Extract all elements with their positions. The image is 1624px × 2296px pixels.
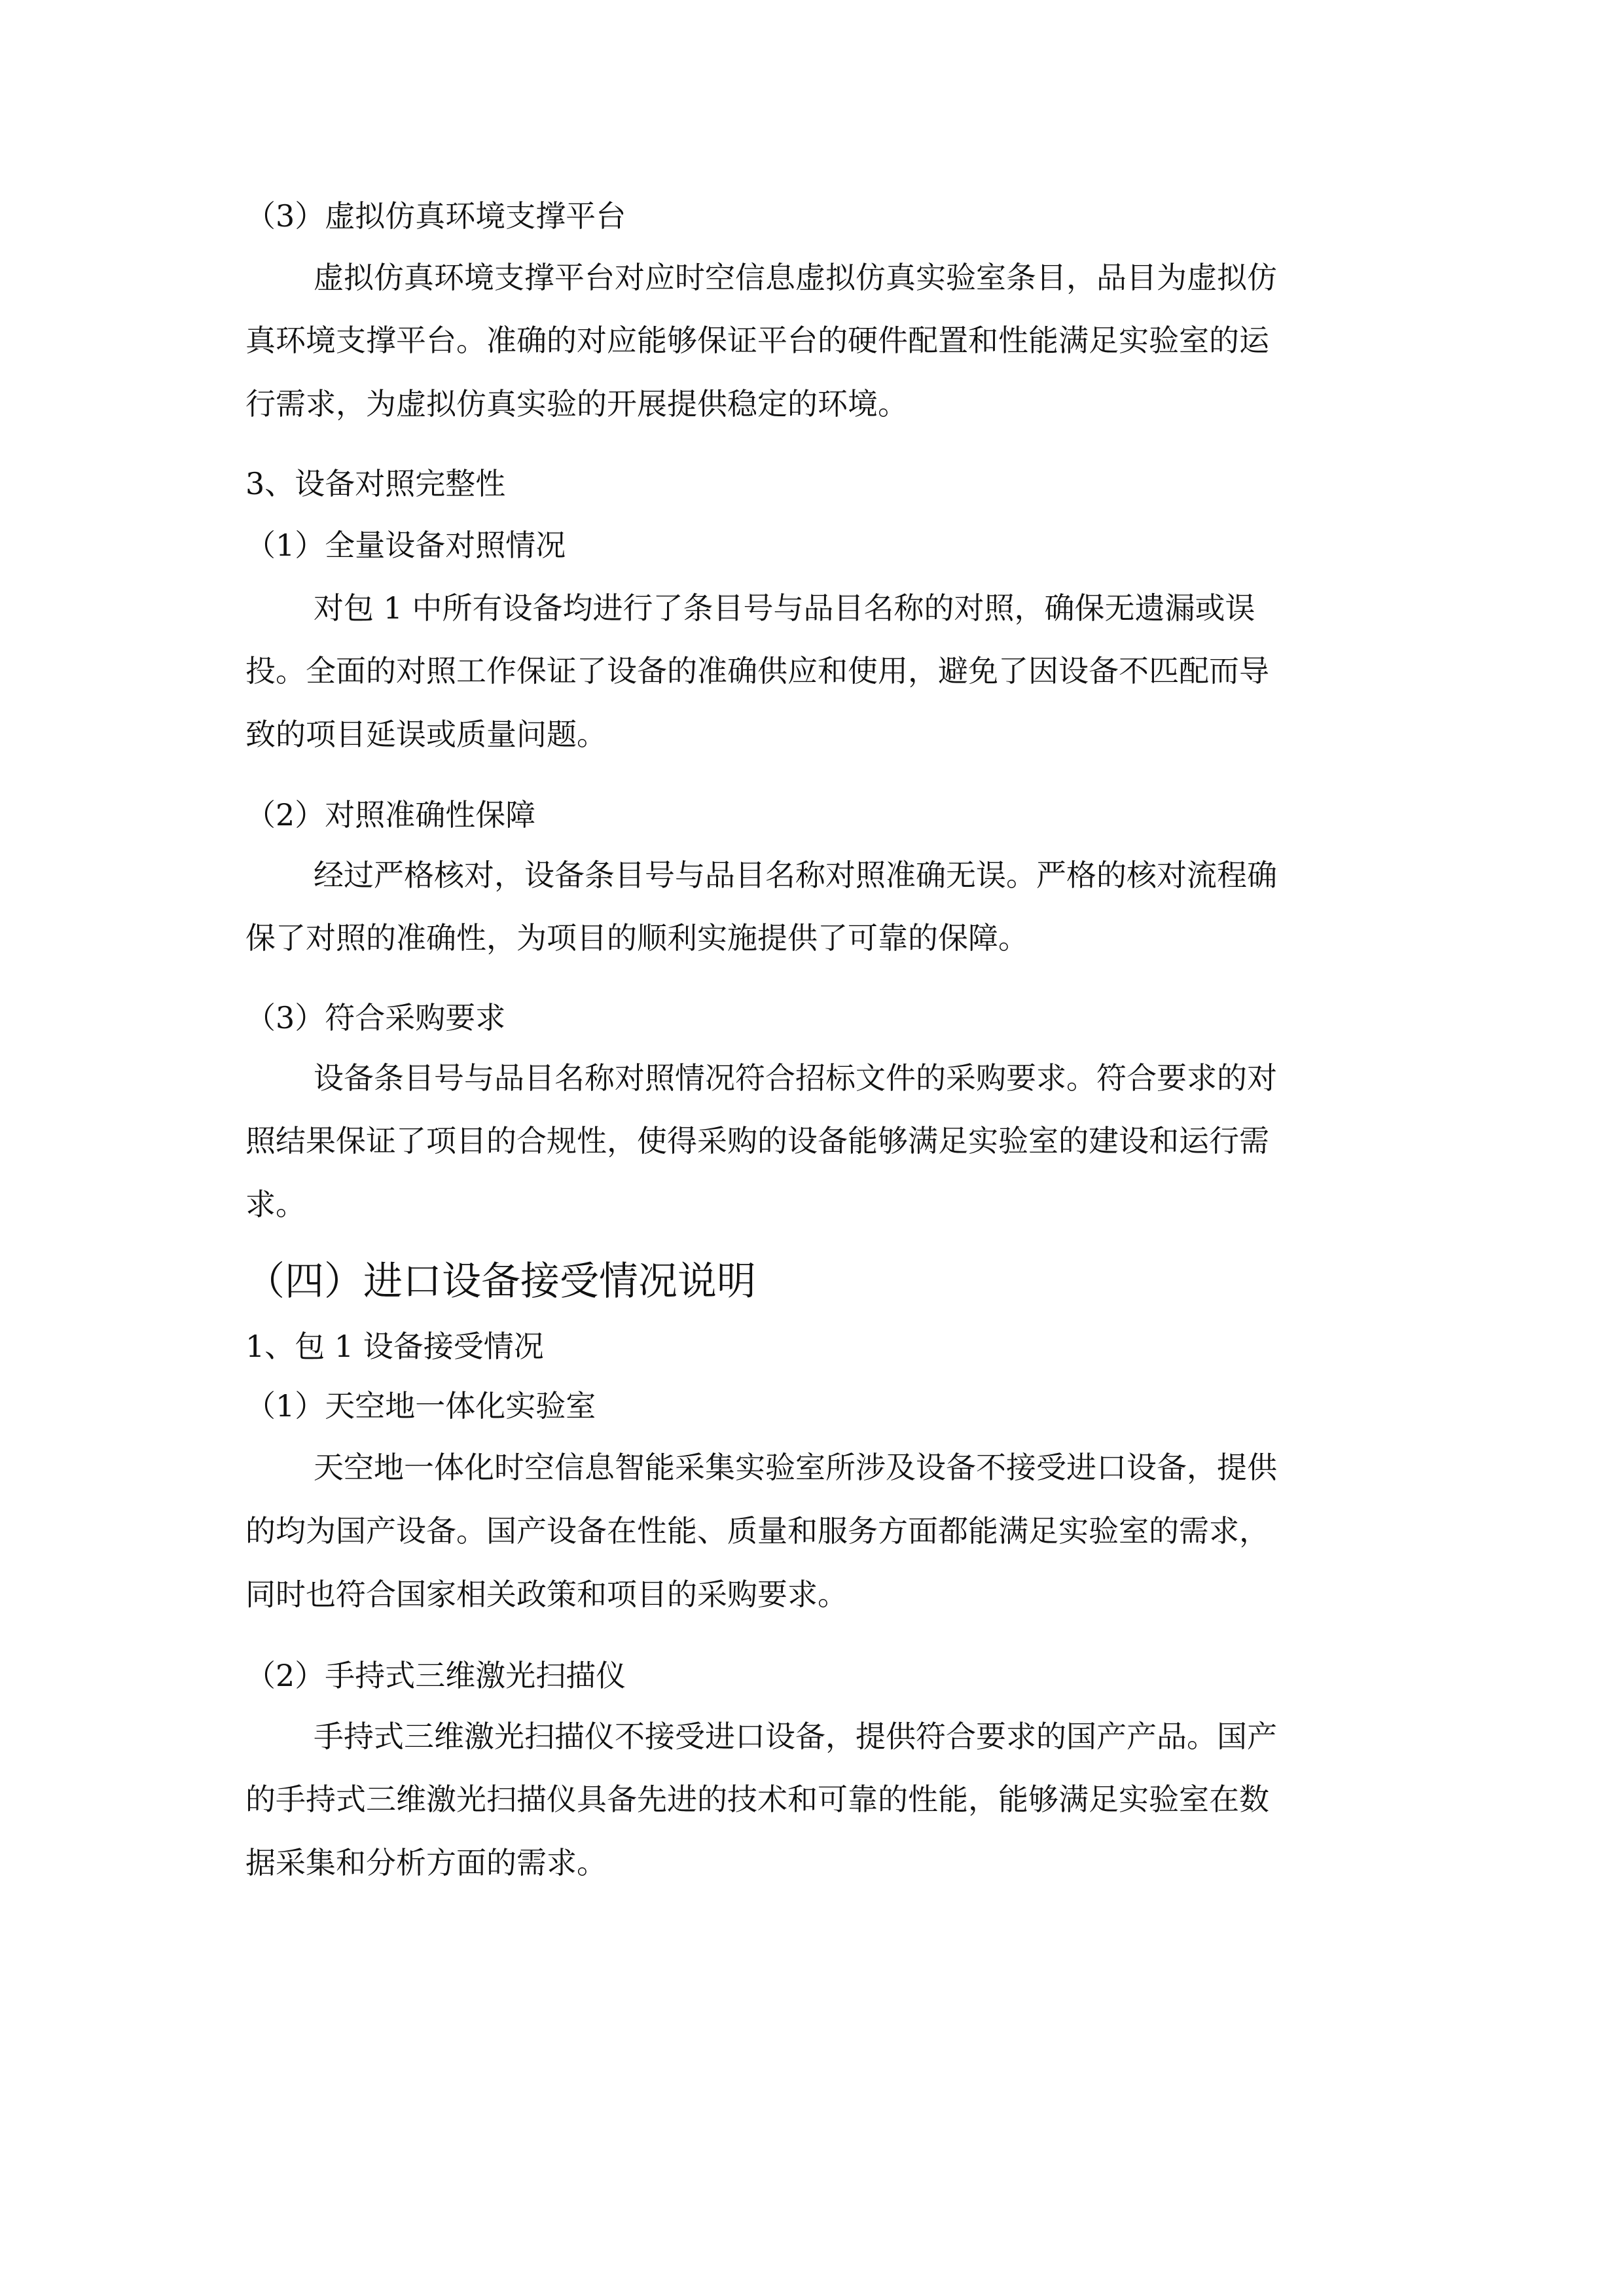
paragraph-line: 的均为国产设备。国产设备在性能、质量和服务方面都能满足实验室的需求， <box>245 1513 1269 1549</box>
paragraph-line: 虚拟仿真环境支撑平台对应时空信息虚拟仿真实验室条目，品目为虚拟仿 <box>314 260 1277 295</box>
section-heading-package: 1、包 1 设备接受情况 <box>245 1329 544 1364</box>
section-heading-import: （四）进口设备接受情况说明 <box>245 1259 756 1304</box>
section-heading-virtual-platform: （3）虚拟仿真环境支撑平台 <box>245 198 626 234</box>
paragraph-line: 同时也符合国家相关政策和项目的采购要求。 <box>245 1577 848 1612</box>
section-heading-completeness: 3、设备对照完整性 <box>245 466 506 501</box>
subsection-heading: （2）手持式三维激光扫描仪 <box>245 1658 626 1693</box>
paragraph-line: 保了对照的准确性，为项目的顺利实施提供了可靠的保障。 <box>245 920 1028 956</box>
paragraph-line: 手持式三维激光扫描仪不接受进口设备，提供符合要求的国产产品。国产 <box>314 1719 1277 1754</box>
paragraph-line: 对包 1 中所有设备均进行了条目号与品目名称的对照，确保无遗漏或误 <box>314 590 1255 626</box>
paragraph-line: 经过严格核对，设备条目号与品目名称对照准确无误。严格的核对流程确 <box>314 857 1277 893</box>
paragraph-line: 天空地一体化时空信息智能采集实验室所涉及设备不接受进口设备，提供 <box>314 1450 1277 1485</box>
paragraph-line: 行需求，为虚拟仿真实验的开展提供稳定的环境。 <box>245 386 908 422</box>
paragraph-line: 致的项目延误或质量问题。 <box>245 717 607 752</box>
paragraph-line: 照结果保证了项目的合规性，使得采购的设备能够满足实验室的建设和运行需 <box>245 1123 1269 1158</box>
subsection-heading: （2）对照准确性保障 <box>245 797 536 833</box>
subsection-heading: （1）天空地一体化实验室 <box>245 1388 596 1424</box>
subsection-heading: （3）符合采购要求 <box>245 1000 506 1035</box>
paragraph-line: 据采集和分析方面的需求。 <box>245 1845 607 1880</box>
paragraph-line: 的手持式三维激光扫描仪具备先进的技术和可靠的性能，能够满足实验室在数 <box>245 1782 1269 1817</box>
paragraph-line: 真环境支撑平台。准确的对应能够保证平台的硬件配置和性能满足实验室的运 <box>245 323 1269 358</box>
subsection-heading: （1）全量设备对照情况 <box>245 528 566 563</box>
paragraph-line: 设备条目号与品目名称对照情况符合招标文件的采购要求。符合要求的对 <box>314 1060 1277 1096</box>
paragraph-line: 求。 <box>245 1187 306 1222</box>
paragraph-line: 投。全面的对照工作保证了设备的准确供应和使用，避免了因设备不匹配而导 <box>245 653 1269 689</box>
